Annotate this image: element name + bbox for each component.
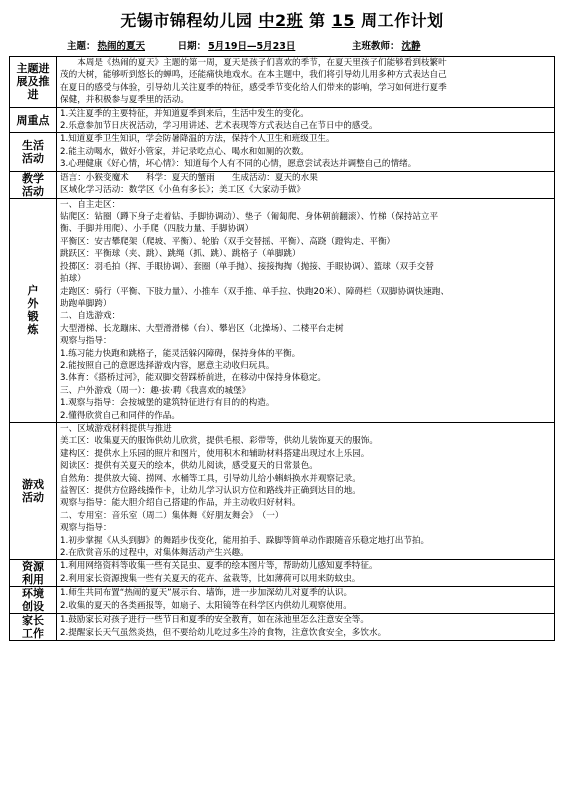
content-line: 美工区：收集夏天的服饰供幼儿欣赏，提供毛根、彩带等，供幼儿装饰夏天的服饰。 [60,436,378,447]
row-label-text: 创设 [22,600,44,614]
row-label-text: 工作 [22,627,44,641]
row-label-text: 教学 [22,171,44,185]
teacher-value: 沈静 [401,41,421,52]
content-line: 保健，并积极参与夏季里的活动。 [60,95,189,106]
content-line: 跳跃区：平衡球（夹、跳）、跳绳（抓、跳）、跳格子（单脚跳） [60,249,301,260]
title-week-suffix: 周工作计划 [361,11,444,30]
row-label-text: 家长 [22,614,44,628]
content-line: 2.提醒家长天气虽然炎热，但不要给幼儿吃过多生冷的食物，注意饮食安全，多饮水。 [60,627,387,638]
plan-row-game-activities [10,422,555,559]
content-line: 助跑单脚跨） [60,298,112,309]
content-line: 益智区：提供方位路线操作卡，让幼儿学习认识方位和路线并正确到达目的地。 [60,486,361,496]
content-line: 2.收集的夏天的各类画报等，如扇子、太阳镜等在科学区内供幼儿观察使用。 [60,600,352,611]
plan-row-outdoor-exercise [10,198,555,422]
content-line: 茂的大树，能够听到悠长的蝉鸣，还能痛快地戏水。在本主题中，我们将引导幼儿用多种方式表达自己 [60,70,447,81]
content-line: 3.体育：《搭桥过河》，能双脚交替踩桥前进，在移动中保持身体稳定。 [60,373,327,384]
content-line: 1.利用网络资料等收集一些有关昆虫、夏季的绘本图片等，帮助幼儿感知夏季特征。 [60,561,378,572]
content-line: 建构区：提供水上乐园的照片和图片，使用积木和辅助材料搭建出现过水上乐园。 [60,448,370,459]
content-line: 2.乐意参加节日庆祝活动，学习用讲述、艺术表现等方式表达自己在节日中的感受。 [60,121,378,132]
content-line: 2.在欣赏音乐的过程中，对集体舞活动产生兴趣。 [60,548,249,559]
content-line: 一、自主走区： [60,199,121,210]
theme-value: 热闹的夏天 [97,41,146,52]
content-line: 2.懂得欣赏自己和同伴的作品。 [60,410,180,421]
row-content-teaching-activities [57,171,555,198]
row-content-week-focus [57,107,555,133]
content-line: 观察与指导： [60,523,112,534]
content-line: 1.初步掌握《从头到脚》的舞蹈步伐变化，能用拍手、跺脚等简单动作跟随音乐稳定地打出节拍。 [60,535,430,546]
content-line: 2.利用家长资源搜集一些有关夏天的花卉、盆栽等，比如薄荷可以用来防蚊虫。 [60,573,361,584]
row-content-game-activities [57,422,555,559]
content-line: 衡、手脚并用爬）、小手爬（四肢力量、手脚协调） [60,224,254,235]
row-label-text: 游戏 [22,478,44,492]
content-line: 二、自选游戏： [60,311,121,322]
row-label-text: 利用 [22,573,44,587]
row-label-text: 炼 [27,323,39,337]
content-line: 投掷区：羽毛拍（挥、手眼协调）、套圈（单手抛）、接接掏掏（抛接、手眼协调）、篮球（双手交替 [60,261,434,272]
content-line: 区域化学习活动：数学区《小鱼有多长》；美工区《大家动手做》 [60,185,305,196]
content-line: 一、区域游戏材料提供与推进 [60,423,172,434]
row-label-life-activities [10,133,57,171]
plan-row-theme-progress [10,57,555,108]
row-label-text: 资源 [22,560,44,574]
row-content-environment [57,587,555,614]
row-content-outdoor-exercise [57,198,555,422]
content-line: 钻爬区：钻圈（蹲下身子走着钻、手脚协调动）、垫子（匍匐爬、身体朝前翻滚）、竹梯（保持站立平 [60,212,439,223]
title-week-number: 15 [331,11,356,30]
row-label-text: 户 [27,284,39,298]
content-line: 2.能按照自己的意愿选择游戏内容，愿意主动收归玩具。 [60,360,275,371]
row-label-text: 锻 [27,310,39,324]
content-line: 3.心理健康《好心情，坏心情》：知道每个人有不同的心情，愿意尝试表达并调整自己的情绪。 [60,159,417,170]
plan-table [9,56,555,641]
meta-line [9,38,555,56]
date-value: 5月19日—5月23日 [208,41,296,52]
row-label-outdoor-exercise [10,198,57,422]
row-label-text: 周重点 [16,113,50,127]
row-label-environment [10,587,57,614]
content-line: 1.练习能力快跑和跳格子，能灵活躲闪障碍，保持身体的平衡。 [60,348,301,359]
row-label-text: 活动 [22,184,44,198]
row-label-resource-use [10,560,57,587]
content-line: 拍球） [60,274,86,285]
row-label-week-focus [10,107,57,133]
content-line: 1.关注夏季的主要特征，并知道夏季到来后，生活中发生的变化。 [60,108,309,119]
row-label-text: 主题进 [16,62,50,76]
row-label-theme-progress [10,57,57,108]
content-line: 语言：小猴变魔术 科学：夏天的蟹雨 生成活动：夏天的水果 [60,172,318,183]
row-label-text: 进 [27,88,39,102]
row-label-text: 活动 [22,152,44,166]
content-line: 在夏日的感受与体验，引导幼儿关注夏季的特征，感受季节变化给人们带来的影响，学习如何进行夏季 [60,82,447,93]
row-label-text: 展及推 [16,75,50,89]
plan-row-environment [10,587,555,614]
plan-row-parent-work [10,614,555,641]
content-line: 观察与指导： [60,336,112,347]
row-content-resource-use [57,560,555,587]
row-label-teaching-activities [10,171,57,198]
content-line: 阅读区：提供有关夏天的绘本，供幼儿阅读，感受夏天的日常景色。 [60,461,318,472]
content-line: 走跑区：骑行（平衡、下肢力量）、小推车（双手推、单手拉、快跑20米）、障碍栏（双脚协调快速跑、 [60,286,450,297]
content-line: 本周是《热闹的夏天》主题的第一周，夏天是孩子们喜欢的季节，在夏天里孩子们能够看到枝繁叶 [60,58,447,68]
content-line: 观察与指导：能大胆介绍自己搭建的作品，并主动收归好材料。 [60,498,301,509]
teacher-label: 主班教师： [351,41,400,52]
row-label-text: 活动 [22,491,44,505]
title-week-prefix: 第 [309,11,326,30]
row-label-text: 生活 [22,139,44,153]
title-kindergarten: 无锡市锦程幼儿园 [120,11,253,30]
content-line: 1.鼓励家长对孩子进行一些节日和夏季的安全教育，如在泳池里怎么注意安全等。 [60,615,369,626]
date-label: 日期： [177,41,207,52]
theme-label: 主题： [67,41,96,52]
content-line: 自然角：提供放大镜、捞网、水桶等工具，引导幼儿给小蝌蚪换水并观察记录。 [60,473,361,484]
row-content-theme-progress [57,57,555,108]
plan-row-teaching-activities [10,171,555,198]
content-line: 平衡区：安吉攀爬架（爬坡、平衡）、轮胎（双手交替摇、平衡）、高跷（蹬钩走、平衡） [60,236,396,247]
content-line: 大型滑梯、长龙蹦床、大型滑滑梯（台）、攀岩区（北操场）、二楼平台走树 [60,323,344,334]
row-label-text: 外 [27,297,39,311]
row-content-parent-work [57,614,555,641]
plan-row-life-activities [10,133,555,171]
row-content-life-activities [57,133,555,171]
row-label-parent-work [10,614,57,641]
title-class: 中2班 [258,11,304,30]
content-line: 1.师生共同布置“热闹的夏天”展示台、墙饰，进一步加深幼儿对夏季的认识。 [60,588,353,599]
content-line: 1.观察与指导：会按城堡的建筑特征进行有目的的构造。 [60,398,275,409]
row-label-text: 环境 [22,587,44,601]
page-title [9,10,555,32]
plan-row-resource-use [10,560,555,587]
row-label-game-activities [10,422,57,559]
content-line: 1.知道夏季卫生知识，学会防暑降温的方法，保持个人卫生和班级卫生。 [60,134,335,145]
content-line: 2.能主动喝水，做好小管家，并记录吃点心、喝水和如厕的次数。 [60,146,309,157]
content-line: 二、专用室：音乐室（周二）集体舞《好朋友舞会》 （一） [60,510,284,521]
plan-row-week-focus [10,107,555,133]
content-line: 三、户外游戏（周一）：趣·拔·聘《我喜欢的城堡》 [60,385,251,396]
